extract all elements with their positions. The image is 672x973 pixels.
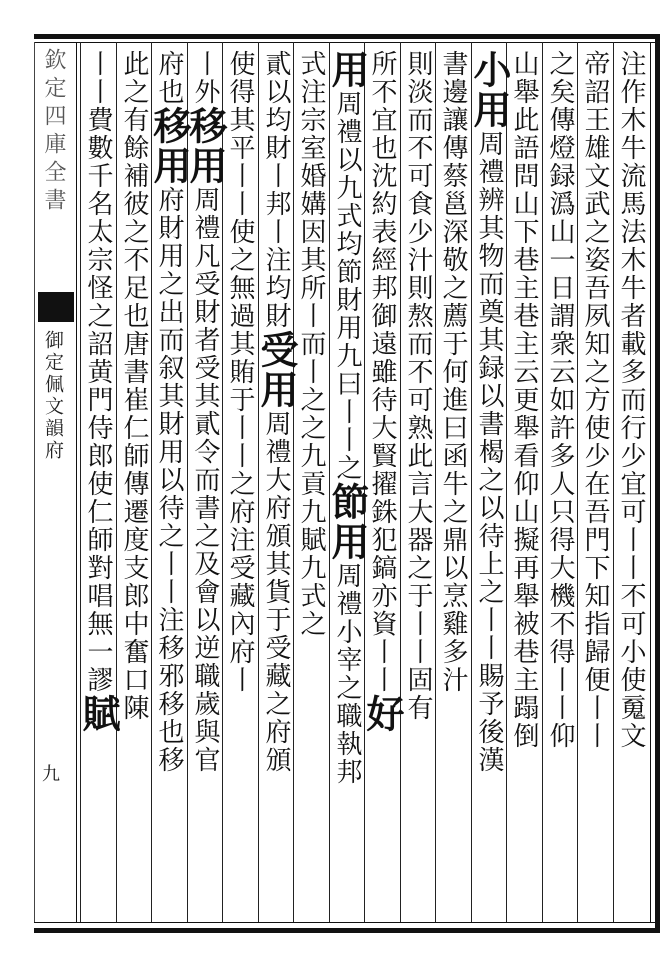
frame-bottom-border [34,928,660,933]
entry-heading: 節用 [325,482,370,562]
column-text: 則淡而不可食少汁則熬而不可熟此言大器之于丨丨固有 [403,50,433,722]
text-column [76,50,121,734]
column-text: 周禮凡受財者受其貳令而書之及會以逆職歲與官 [190,186,220,774]
frame-bottom-inner-border [34,922,660,923]
fishtail-mark [38,292,74,322]
column-text: 此之有餘補彼之不足也唐書崔仁師傳遷度支郎中奮口陳 [119,50,149,722]
margin-title: 欽定四庫全書 [41,48,66,216]
frame-top-inner-border [34,42,660,43]
frame-right-inner-border [650,42,651,923]
text-column [296,50,328,638]
text-column [183,50,228,774]
column-text: 山舉此語問山下巷主巷主云更舉看仰山擬再舉被巷主蹋倒 [509,50,539,750]
text-column [360,50,405,734]
text-column [438,50,470,694]
column-text: 之矣傳燈録潙山一日謂衆云如許多人只得大機不得丨丨仰 [545,50,575,750]
column-text: 周禮小宰之職執邦 [332,562,362,786]
text-column [254,50,299,774]
text-column [119,50,151,722]
column-text: 式注宗室婚媾因其所丨而丨之之九貢九賦九式之 [296,50,326,638]
frame-right-border [655,34,660,933]
text-column [509,50,541,750]
margin-outer-rule [34,42,35,922]
entry-heading: 賦 [76,694,121,734]
column-text: 貳以均財丨邦丨注均財 [261,50,291,330]
page-number: 九 [42,764,60,785]
column-text: 府財用之出而叙其財用以待之丨丨注移邪移也移 [154,186,184,774]
entry-heading: 受用 [254,330,299,410]
entry-heading: 移用 [147,106,192,186]
text-column [403,50,435,722]
column-text: 書邊讓傳蔡邕深敬之薦于何進曰函牛之鼎以烹雞多汁 [438,50,468,694]
margin-rule [76,42,77,922]
entry-heading: 移用 [183,106,228,186]
column-text: 丨外 [190,50,220,106]
text-column [616,50,648,750]
column-text: 周禮辨其物而奠其録以書楬之以待上之丨丨賜予後漢 [474,130,504,774]
column-text: 帝詔王雄文武之姿吾夙知之方使少在吾門下知指歸便丨丨 [580,50,610,750]
column-text: 周禮以九式均節財用九曰丨丨之 [332,90,362,482]
text-column [147,50,192,774]
text-column [225,50,257,694]
column-text: 注作木牛流馬法木牛者載多而行少宜可丨丨不可小使䰟文 [616,50,646,750]
frame-top-border [34,34,660,39]
column-text: 使得其平丨丨使之無過其賄于丨丨之府注受藏內府丨 [225,50,255,694]
text-column [325,50,370,786]
column-text: 所不宜也沈約表經邦御遠雖待大賢擢銖犯鎬亦資丨丨 [367,50,397,694]
column-text: 府也 [154,50,184,106]
column-text: 丨丨費數千名太宗怪之詔黄門侍郎使仁師對唱無一謬 [83,50,113,694]
column-text: 周禮大府頒其貨于受藏之府頒 [261,410,291,774]
text-column [580,50,612,750]
entry-heading: 好 [360,694,405,734]
entry-heading: 小用 [467,50,512,130]
text-column [545,50,577,750]
margin-book-title: 御定佩文韻府 [42,330,64,462]
entry-heading: 用 [325,50,370,90]
text-column [467,50,512,774]
